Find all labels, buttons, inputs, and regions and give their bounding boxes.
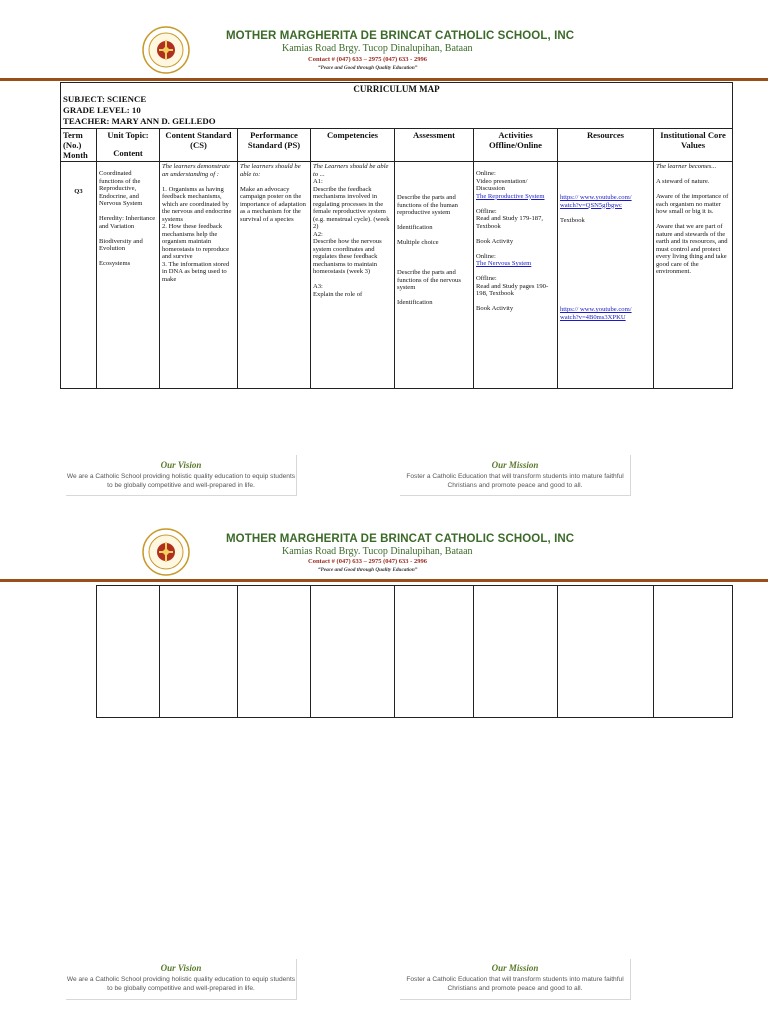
- values-intro: The learner becomes...: [656, 163, 717, 170]
- cs-intro: The learners demonstrate an understanding of :: [162, 163, 230, 178]
- header-unit-label: Unit Topic:: [107, 130, 149, 140]
- reproductive-system-link[interactable]: The Reproductive System: [476, 192, 545, 200]
- header-rule: [0, 78, 768, 81]
- cs-item: 3. The information stored in DNA as being used to make: [162, 260, 230, 283]
- content-standard-cell: [160, 162, 238, 389]
- vision-title: Our Vision: [160, 963, 202, 973]
- school-name: MOTHER MARGHERITA DE BRINCAT CATHOLIC SCHOOL, INC: [226, 533, 575, 545]
- content-item: Heredity: Inheritance and Variation: [99, 215, 156, 230]
- curriculum-map-continuation-table: [60, 585, 733, 718]
- header-activities: Activities Offline/Online: [474, 129, 558, 162]
- map-title: CURRICULUM MAP: [353, 84, 440, 94]
- core-values-cell: [654, 162, 733, 389]
- assessment-cell: [395, 162, 474, 389]
- empty-cell: [60, 586, 96, 718]
- empty-cell: [159, 586, 237, 718]
- resources-cell: [558, 162, 654, 389]
- header-rule: [0, 579, 768, 582]
- header-performance-standard: Performance Standard (PS): [238, 129, 311, 162]
- content-item: Biodiversity and Evolution: [99, 237, 143, 252]
- term-cell: Q3: [61, 162, 97, 389]
- assessment-item: Describe the parts and functions of the nervous system: [397, 269, 461, 291]
- empty-cell: [653, 586, 732, 718]
- empty-cell: [237, 586, 310, 718]
- mission-title: Our Mission: [491, 963, 539, 973]
- header-assessment: Assessment: [395, 129, 474, 162]
- activity-offline-label-2: Offline:: [476, 275, 497, 282]
- activities-cell: [474, 162, 558, 389]
- header-content-standard: Content Standard (CS): [160, 129, 238, 162]
- school-seal-icon: [142, 528, 190, 576]
- mission-text: Foster a Catholic Education that will transform students into mature faithful Christians and promote peace and good to all.: [406, 473, 624, 489]
- vision-text: We are a Catholic School providing holistic quality education to equip students to be globally competitive and well-prepared in life.: [66, 976, 296, 992]
- competencies-cell: [311, 162, 395, 389]
- content-cell: [97, 162, 160, 389]
- mission-text: Foster a Catholic Education that will transform students into mature faithful Christians and promote peace and good to all.: [406, 976, 624, 992]
- school-name: MOTHER MARGHERITA DE BRINCAT CATHOLIC SCHOOL, INC: [226, 30, 575, 42]
- cs-item: 2. How these feedback mechanisms help the organism maintain homeostasis to reproduce and survive: [162, 223, 230, 260]
- comp-intro: The Learners should be able to ...: [313, 163, 389, 178]
- document-page-2: [0, 512, 768, 1024]
- empty-cell: [96, 586, 159, 718]
- mission-box: [400, 455, 631, 496]
- empty-cell: [394, 586, 473, 718]
- vision-box: [66, 959, 297, 1000]
- value-item: A steward of nature.: [656, 178, 710, 185]
- curriculum-map-table: [60, 82, 733, 389]
- mission-box: [400, 959, 631, 1000]
- assessment-item: Identification: [397, 224, 433, 231]
- mission-title: Our Mission: [491, 460, 539, 470]
- empty-cell: [557, 586, 653, 718]
- activity-book-2: Book Activity: [476, 305, 514, 312]
- content-item: Ecosystems: [99, 260, 131, 267]
- empty-cell: [310, 586, 394, 718]
- comp-a1-text: Describe the feedback mechanisms involved in regulating processes in the female reproductive system (e.g. menstrual cycle). (week 2): [313, 185, 390, 230]
- activity-online-1: Video presentation/ Discussion: [476, 177, 528, 192]
- header-term: Term (No.) Month: [61, 129, 97, 162]
- vision-text: We are a Catholic School providing holistic quality education to equip students to be globally competitive and well-prepared in life.: [66, 473, 296, 489]
- assessment-item: Multiple choice: [397, 239, 439, 246]
- header-core-values: Institutional Core Values: [654, 129, 733, 162]
- school-seal-icon: [142, 26, 190, 74]
- comp-a1-label: A1:: [313, 178, 323, 185]
- comp-a2-label: A2:: [313, 230, 323, 238]
- content-item: Coordinated functions of the Reproductive, Endocrine, and Nervous System: [99, 170, 143, 207]
- nervous-system-link[interactable]: The Nervous System: [476, 260, 532, 267]
- youtube-link-1[interactable]: https:// www.youtube.com/ watch?v=QSN5gfbgwc: [560, 194, 632, 209]
- activity-offline-label: Offline:: [476, 207, 497, 215]
- header-competencies: Competencies: [311, 129, 395, 162]
- value-item: Aware that we are part of nature and stewards of the earth and its resources, and must control and protect every living thing and take good care of the environment.: [656, 223, 728, 275]
- header-content-label: Content: [113, 148, 143, 158]
- school-contact: Contact # (047) 633 – 2975 (047) 633 - 2996: [308, 56, 427, 63]
- school-contact: Contact # (047) 633 – 2975 (047) 633 - 2996: [308, 558, 427, 565]
- teacher-line: TEACHER: MARY ANN D. GELLEDO: [63, 116, 216, 126]
- header-unit-topic: [97, 129, 160, 162]
- vision-box: [66, 455, 297, 496]
- ps-text: Make an advocacy campaign poster on the importance of adaptation as a mechanism for the survival of a species: [240, 185, 306, 223]
- activity-online-label-2: Online:: [476, 252, 496, 260]
- ps-intro: The learners should be able to:: [240, 163, 301, 178]
- empty-cell: [473, 586, 557, 718]
- school-address: Kamias Road Brgy. Tucop Dinalupihan, Bataan: [282, 43, 473, 54]
- header-resources: Resources: [558, 129, 654, 162]
- map-title-cell: [61, 83, 733, 129]
- resource-textbook: Textbook: [560, 216, 585, 224]
- comp-a3-label: A3:: [313, 283, 323, 290]
- grade-line: GRADE LEVEL: 10: [63, 105, 141, 115]
- comp-a3-text: Explain the role of: [313, 290, 363, 298]
- activity-offline-2: Read and Study pages 190-198, Textbook: [476, 282, 549, 297]
- youtube-link-2[interactable]: https:// www.youtube.com/ watch?v=4B0ms3XPKU: [560, 306, 632, 321]
- school-motto: “Peace and Good through Quality Education”: [318, 567, 418, 573]
- activity-book-1: Book Activity: [476, 237, 514, 245]
- cs-item: 1. Organisms as having feedback mechanisms, which are coordinated by the nervous and endocrine systems: [162, 185, 232, 223]
- school-address: Kamias Road Brgy. Tucop Dinalupihan, Bataan: [282, 546, 473, 557]
- activity-offline-1: Read and Study 179-187, Textbook: [476, 215, 544, 230]
- school-motto: “Peace and Good through Quality Education”: [318, 65, 418, 71]
- activity-online-label: Online:: [476, 170, 496, 177]
- assessment-item: Describe the parts and functions of the human reproductive system: [397, 194, 458, 216]
- comp-a2-text: Describe how the nervous system coordinates and regulates these feedback mechanisms to maintain homeostasis (week 3): [313, 238, 382, 275]
- value-item: Aware of the importance of each organism no matter how small or big it is.: [656, 193, 729, 215]
- subject-line: SUBJECT: SCIENCE: [63, 94, 147, 104]
- assessment-item: Identification: [397, 299, 433, 306]
- vision-title: Our Vision: [160, 460, 202, 470]
- performance-standard-cell: [238, 162, 311, 389]
